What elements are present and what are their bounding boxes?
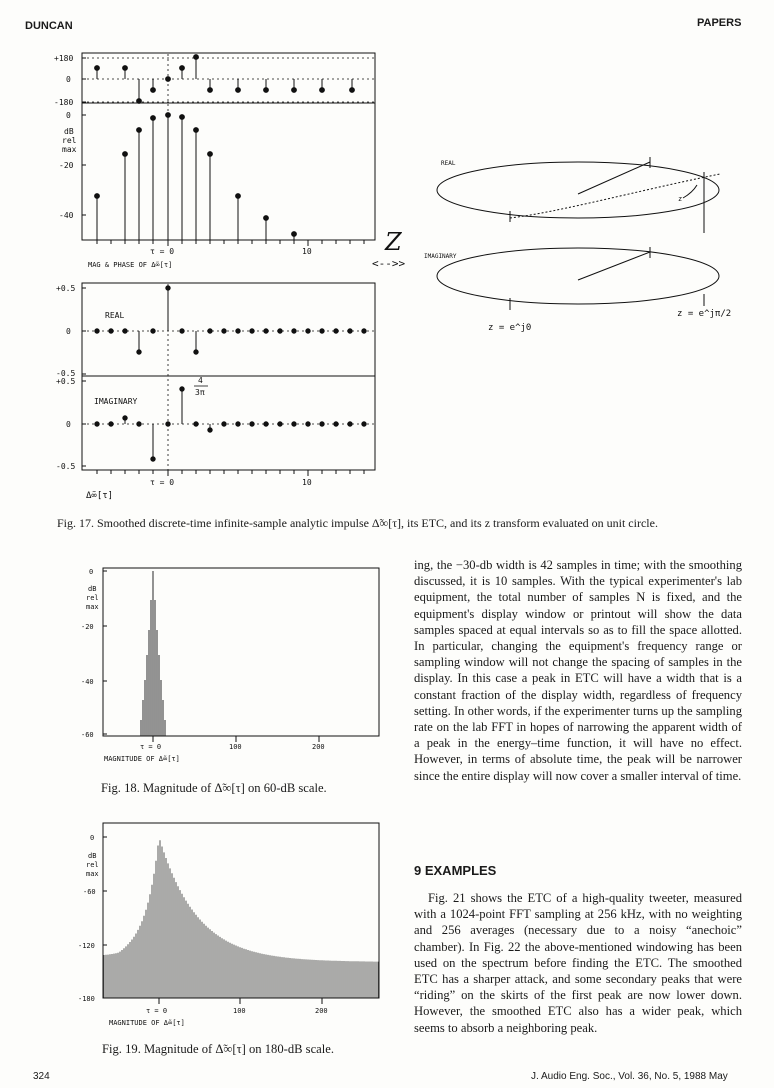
fig17-real-imag-yticks <box>82 288 86 466</box>
fig17-bottom-xtick-10: 10 <box>302 478 312 487</box>
fig17-bottom-xtick-tau0: τ = 0 <box>150 478 175 487</box>
fig18-ytick-0: 0 <box>89 568 94 576</box>
fig17-xtick-tau0: τ = 0 <box>150 247 175 256</box>
running-head-section: PAPERS <box>697 17 742 29</box>
fig17-db-unit-3: max <box>62 145 77 154</box>
z-imag-label: IMAGINARY <box>424 253 457 260</box>
fig19-ytick-60: -60 <box>83 888 96 896</box>
fig19-title: MAGNITUDE OF Δ̃∞[τ] <box>109 1019 185 1027</box>
journal-citation: J. Audio Eng. Soc., Vol. 36, No. 5, 1988 May <box>531 1071 728 1082</box>
fig17-real-stems <box>82 286 375 354</box>
z-real-label: REAL <box>441 160 456 167</box>
paragraph-1-text: ing, the −30-db width is 42 samples in time; with the smoothing discussed, it is 10 samples. With the typical experimenter's lab equipment, the total number of samples N is fixed, and the equipment's display window or printout will show the data samples spaced at equal intervals so as to fill the space allotted. In particular, changing the equipment's frequency range or sampling window will not change the spacing of samples in the display. In this case a peak in ETC will have a width that is a constant fraction of the display width, regardless of frequency setting. In other words, if the experimenter turns up the sampling rate on the lab FFT in hopes of narrowing the apparent width of a peak in the energy–time function, it will have no effect. However, in terms of absolute time, the peak will be narrower since the entire display will now cover a smaller interval of time. <box>414 558 742 783</box>
paragraph-2-text: Fig. 21 shows the ETC of a high-quality tweeter, measured with a 1024-point FFT sampling at 256 kHz, with no weighting and 256 averages (necessary due to a noisy “anechoic” chamber). In Fig. 22 the above-mentioned windowing has been used on the spectrum before finding the ETC. The smoothed ETC has a sharper attack, and some secondary peaks that were “riding” on the skirts of the first peak are now lower down. However, the smoothed ETC also has a wider peak, which seems to absorb a neighboring peak. <box>414 891 742 1035</box>
fig19-db-unit-2: rel <box>86 861 99 869</box>
fig18-yticks <box>103 571 107 734</box>
fig17-imag-tick-minus: -0.5 <box>56 462 76 471</box>
fig18-db-unit-3: max <box>86 603 99 611</box>
fig17-magphase-xticks <box>97 240 364 246</box>
fig18-db-unit-1: dB <box>88 585 97 593</box>
fig18-ytick-20: -20 <box>81 623 94 631</box>
transform-arrow: <-->> <box>372 257 406 270</box>
fig17-real-tick-minus: -0.5 <box>56 369 76 378</box>
fig19-xtick-tau0: τ = 0 <box>146 1007 168 1015</box>
fig19-ytick-0: 0 <box>90 834 95 842</box>
fig19-frame <box>103 823 379 998</box>
fig17-bottom-title: Δ̃∞[τ] <box>86 491 114 501</box>
fig17-imag-tick-0: 0 <box>66 420 71 429</box>
fig18-labels <box>81 568 325 763</box>
fig18-xtick-200: 200 <box>312 743 325 751</box>
fig17-magphase-yticks <box>82 58 86 215</box>
fig18-caption: Fig. 18. Magnitude of Δ̃∞[τ] on 60-dB scale. <box>101 781 327 795</box>
page-number: 324 <box>33 1071 50 1082</box>
z-right-label: z = e^jπ/2 <box>677 309 732 319</box>
fig17-real-imag-xticks <box>97 470 364 476</box>
fig18-db-unit-2: rel <box>86 594 99 602</box>
fig18-xticks <box>153 736 319 742</box>
fig17-db-tick-20: -20 <box>59 161 74 170</box>
fig19-xtick-200: 200 <box>315 1007 328 1015</box>
fig19-db-unit-3: max <box>86 870 99 878</box>
fig19-ytick-180: -180 <box>78 995 95 1003</box>
fig17-magphase-title: MAG & PHASE OF Δ̃∞[τ] <box>88 261 173 269</box>
fig17-phase-tick-180: +180 <box>54 54 74 63</box>
fig17-real-tick-0: 0 <box>66 327 71 336</box>
fig17-magphase-frame <box>82 53 375 240</box>
fig17-magnitude-stems <box>95 113 297 240</box>
fig17-real-tick-plus: +0.5 <box>56 284 76 293</box>
z-left-label: z = e^j0 <box>488 323 532 333</box>
fig19-ytick-120: -120 <box>78 942 95 950</box>
fig17-db-tick-0: 0 <box>66 111 71 120</box>
fig17-transform-labels <box>372 160 731 333</box>
fig17-phase-guides <box>82 54 375 240</box>
fig19-db-unit-1: dB <box>88 852 97 860</box>
fig17-imag-label: IMAGINARY <box>94 397 138 406</box>
fig19-spikes <box>104 840 378 998</box>
fig17-fraction-numerator: 4 <box>198 376 203 385</box>
fig18-title: MAGNITUDE OF Δ̃∞[τ] <box>104 755 180 763</box>
fig17-imag-tick-plus: +0.5 <box>56 377 76 386</box>
fig19-yticks <box>103 837 107 998</box>
z-small-label: z <box>678 195 683 203</box>
section-heading: 9 EXAMPLES <box>414 863 497 878</box>
fig17-caption: Fig. 17. Smoothed discrete-time infinite-sample analytic impulse Δ̃∞[τ], its ETC, and its z transform evaluated on unit circle. <box>57 516 658 530</box>
fig18-peak-stems <box>141 571 165 736</box>
fig17-real-label: REAL <box>105 311 125 320</box>
running-head-author: DUNCAN <box>25 20 73 32</box>
z-transform-symbol: Z <box>385 228 402 256</box>
fig18-xtick-100: 100 <box>229 743 242 751</box>
fig17-db-unit-2: rel <box>62 136 77 145</box>
fig17-fraction-denominator: 3π <box>195 388 205 397</box>
fig19-xtick-100: 100 <box>233 1007 246 1015</box>
body-paragraph-1 <box>414 557 742 784</box>
fig17-phase-tick-neg180: -180 <box>54 98 74 107</box>
body-paragraph-2 <box>414 890 742 1036</box>
fig18-ytick-40: -40 <box>81 678 94 686</box>
fig17-xtick-10: 10 <box>302 247 312 256</box>
fig19-xticks <box>159 998 322 1004</box>
fig17-phase-tick-0: 0 <box>66 75 71 84</box>
fig19-caption: Fig. 19. Magnitude of Δ̃∞[τ] on 180-dB scale. <box>102 1042 335 1056</box>
fig18-xtick-tau0: τ = 0 <box>140 743 162 751</box>
fig17-db-tick-40: -40 <box>59 211 74 220</box>
fig17-db-unit-1: dB <box>64 127 74 136</box>
fig18-ytick-60: -60 <box>81 731 94 739</box>
fig17-labels <box>54 54 312 501</box>
fig18-frame <box>103 568 379 736</box>
fig17-z-transform-imaginary <box>437 247 719 310</box>
